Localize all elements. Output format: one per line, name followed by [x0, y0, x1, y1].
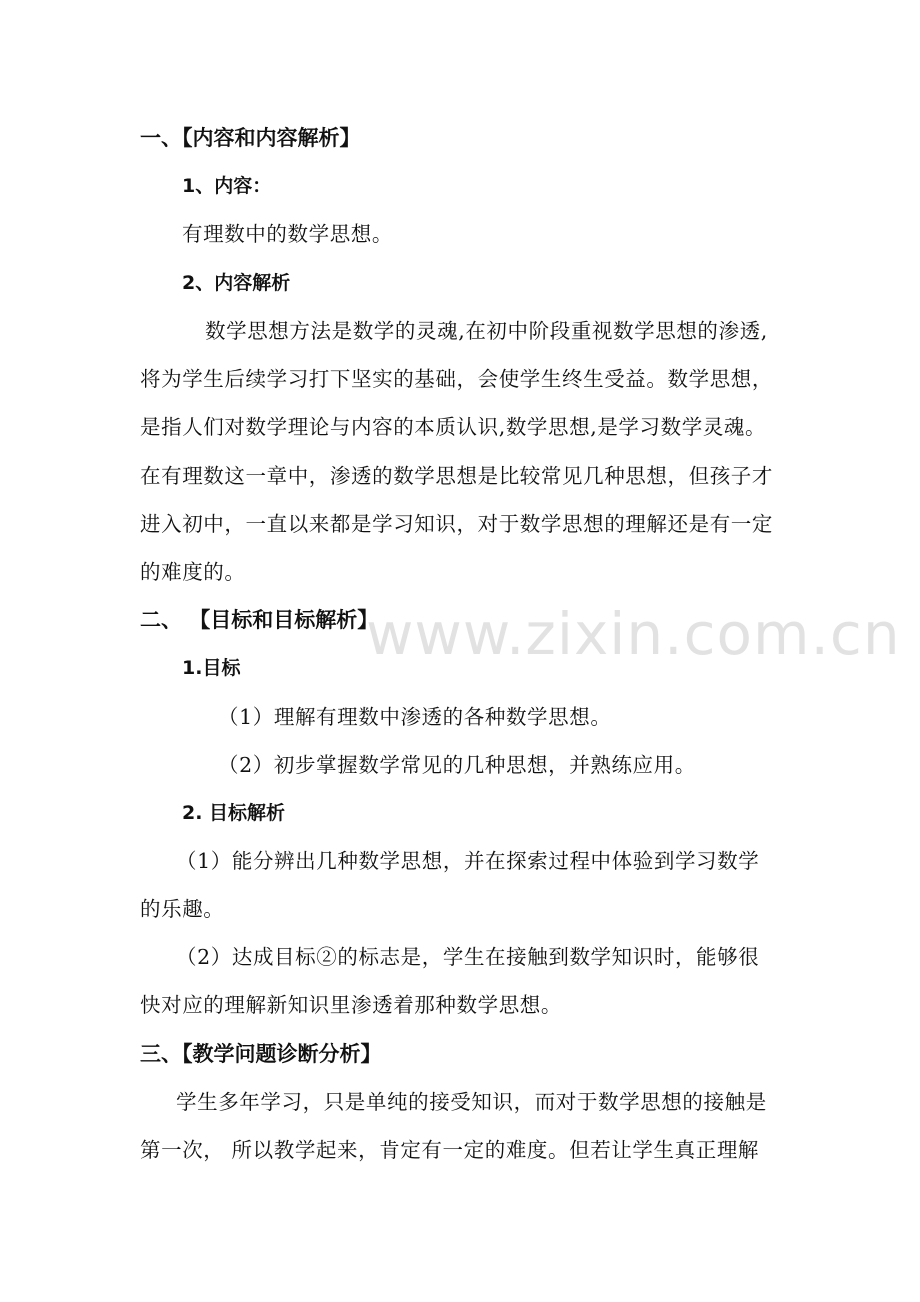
section-heading-goals: 二、 【目标和目标解析】 [140, 608, 379, 632]
content-text: 有理数中的数学思想。 [182, 222, 393, 246]
section-heading-content: 一、【内容和内容解析】 [140, 126, 361, 150]
section-heading-diagnosis: 三、【教学问题诊断分析】 [140, 1042, 382, 1066]
paragraph-line: 数学思想方法是数学的灵魂,在初中阶段重视数学思想的渗透, [205, 319, 768, 343]
subheading-goal-analysis: 2. 目标解析 [182, 802, 286, 824]
paragraph-line: 的乐趣。 [140, 897, 225, 921]
paragraph-line: 进入初中，一直以来都是学习知识，对于数学思想的理解还是有一定 [140, 512, 773, 536]
subheading-content: 1、内容： [182, 175, 272, 197]
paragraph-line: 是指人们对数学理论与内容的本质认识,数学思想,是学习数学灵魂。 [140, 415, 767, 439]
paragraph-line: 将为学生后续学习打下坚实的基础，会使学生终生受益。数学思想， [140, 367, 773, 391]
paragraph-line: 在有理数这一章中，渗透的数学思想是比较常见几种思想，但孩子才 [140, 464, 773, 488]
paragraph-line: （1）能分辨出几种数学思想，并在探索过程中体验到学习数学 [176, 849, 760, 873]
watermark: www.zixin.com.cn [366, 600, 901, 668]
paragraph-line: （2）达成目标②的标志是，学生在接触到数学知识时，能够很 [176, 945, 760, 969]
paragraph-line: 快对应的理解新知识里渗透着那种数学思想。 [140, 993, 562, 1017]
subheading-goals: 1.目标 [182, 657, 241, 679]
paragraph-line: 的难度的。 [140, 560, 246, 584]
paragraph-line: 学生多年学习，只是单纯的接受知识，而对于数学思想的接触是 [176, 1090, 767, 1114]
goal-item: （2）初步掌握数学常见的几种思想，并熟练应用。 [218, 753, 696, 777]
subheading-content-analysis: 2、内容解析 [182, 272, 291, 294]
paragraph-line: 第一次， 所以教学起来，肯定有一定的难度。但若让学生真正理解 [140, 1138, 760, 1162]
goal-item: （1）理解有理数中渗透的各种数学思想。 [218, 705, 612, 729]
